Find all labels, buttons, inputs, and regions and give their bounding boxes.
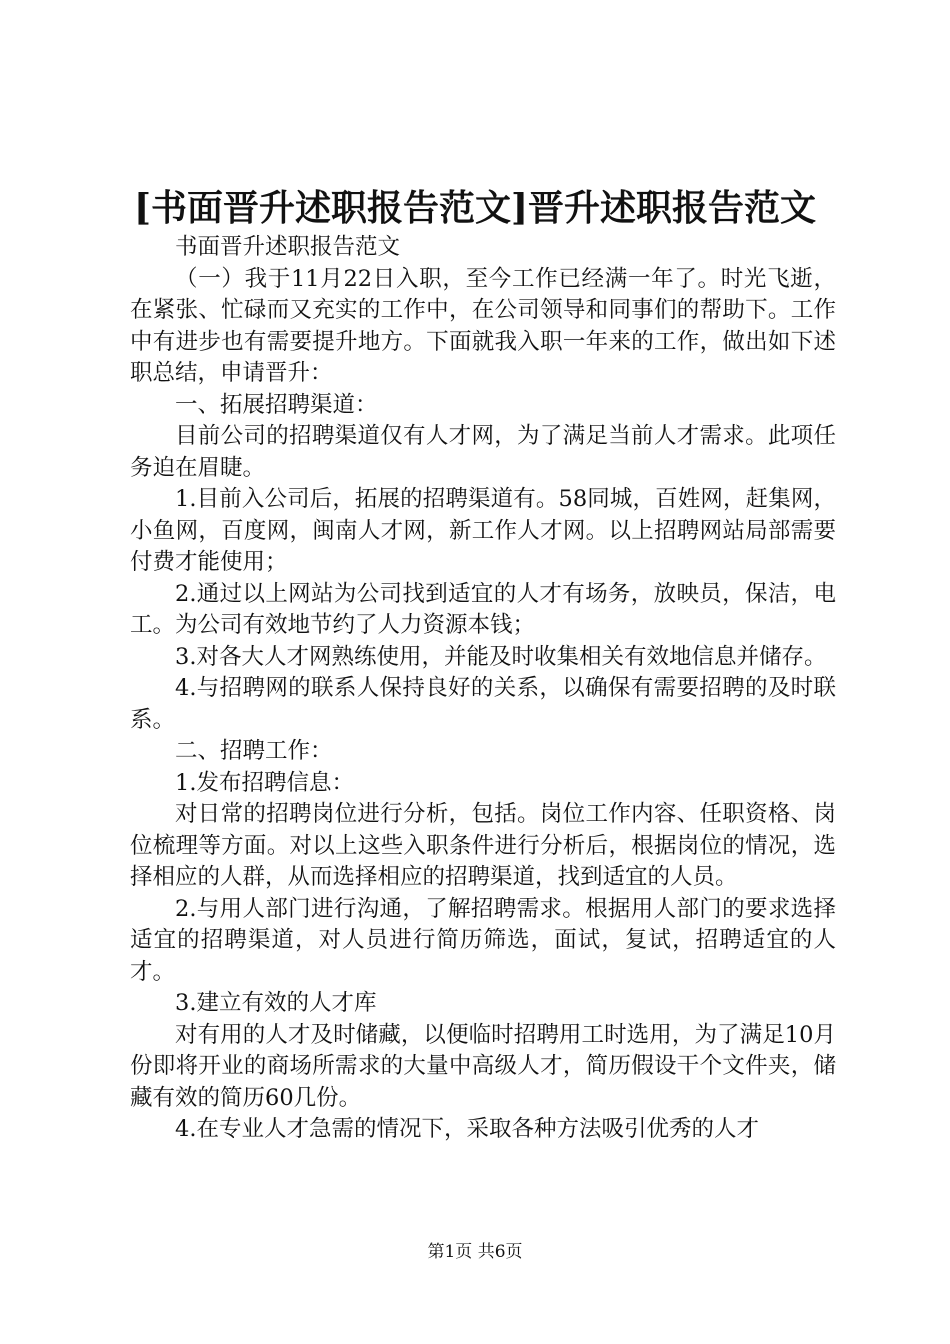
paragraph: 目前公司的招聘渠道仅有人才网，为了满足当前人才需求。此项任务迫在眉睫。 [130,423,836,481]
list-item: 3.建立有效的人才库 [175,990,377,1016]
list-item: 1.发布招聘信息： [175,769,354,796]
page-footer: 第1页 共6页 [427,1242,523,1262]
paragraph: 对日常的招聘岗位进行分析，包括。岗位工作内容、任职资格、岗位梳理等方面。对以上这些入职条件进行分析后，根据岗位的情况，选择相应的人群，从而选择相应的招聘渠道，找到适宜的人员。 [130,801,836,890]
list-item: 4.在专业人才急需的情况下，采取各种方法吸引优秀的人才 [175,1116,759,1142]
list-item: 2.通过以上网站为公司找到适宜的人才有场务，放映员，保洁，电工。为公司有效地节约了人力资源本钱； [130,580,836,638]
paragraph-intro: （一）我于11月22日入职，至今工作已经满一年了。时光飞逝，在紧张、忙碌而又充实的工作中，在公司领导和同事们的帮助下。工作中有进步也有需要提升地方。下面就我入职一年来的工作，做出如下述职总结，申请晋升： [130,265,836,386]
heading-section-2: 二、招聘工作： [175,738,333,764]
heading-section-1: 一、拓展招聘渠道： [175,391,378,418]
list-item: 1.目前入公司后，拓展的招聘渠道有。58同城，百姓网，赶集网，小鱼网，百度网，闽南人才网，新工作人才网。以上招聘网站局部需要付费才能使用； [130,486,836,575]
paragraph: 对有用的人才及时储藏，以便临时招聘用工时选用，为了满足10月份即将开业的商场所需求的大量中高级人才，简历假设干个文件夹，储藏有效的简历60几份。 [130,1021,836,1111]
list-item: 3.对各大人才网熟练使用，并能及时收集相关有效地信息并储存。 [175,643,827,670]
document-title: [书面晋升述职报告范文]晋升述职报告范文 [133,187,817,229]
paragraph-subtitle: 书面晋升述职报告范文 [175,234,401,260]
list-item: 4.与招聘网的联系人保持良好的关系，以确保有需要招聘的及时联系。 [130,675,836,733]
document-body [130,232,836,1146]
list-item: 2.与用人部门进行沟通，了解招聘需求。根据用人部门的要求选择适宜的招聘渠道，对人员进行简历筛选，面试，复试，招聘适宜的人才。 [130,895,836,985]
